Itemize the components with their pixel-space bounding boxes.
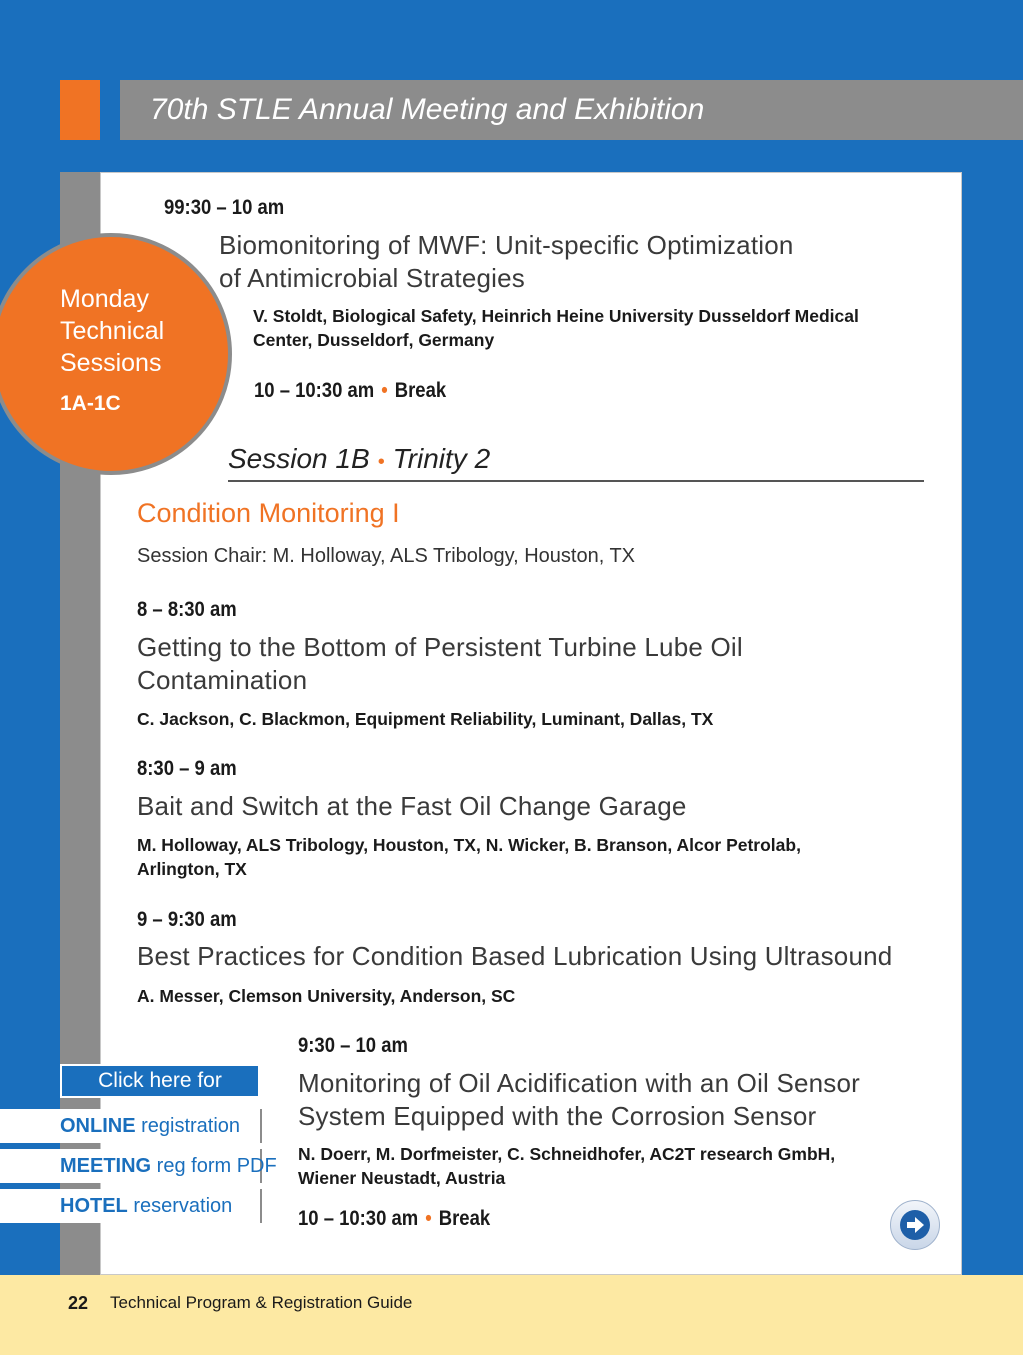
link-bold: MEETING [60,1155,152,1177]
session-divider [228,480,924,482]
talk-title: Biomonitoring of MWF: Unit-specific Optimization of Antimicrobial Strategies [219,230,794,293]
session-room: Trinity 2 [392,443,491,474]
link-text: reservation [127,1195,233,1217]
talk-authors: C. Jackson, C. Blackmon, Equipment Reliability, Luminant, Dallas, TX [137,709,714,729]
bullet-dot: • [377,451,385,473]
link-text: reg form PDF [151,1155,277,1177]
online-registration-link[interactable] [0,1109,262,1143]
arrow-right-icon [900,1210,930,1240]
link-bold: HOTEL [60,1195,128,1217]
day-badge-label: Monday Technical Sessions [60,285,165,377]
header-accent-tab [60,80,100,140]
session-title: Condition Monitoring I [137,498,400,528]
registration-heading: Click here for [60,1064,260,1098]
page-footer [0,1275,1023,1355]
link-text: registration [135,1115,241,1137]
talk-time: 9:30 – 10 am [298,1034,408,1057]
session-id: Session 1B [228,443,370,474]
bullet-dot: • [381,379,388,402]
session-chair: Session Chair: M. Holloway, ALS Tribology, Houston, TX [137,545,635,567]
session-heading [228,443,490,475]
guide-title: Technical Program & Registration Guide [110,1293,413,1312]
talk-title: Getting to the Bottom of Persistent Turbine Lube Oil Contamination [137,632,743,695]
talk-authors: A. Messer, Clemson University, Anderson, SC [137,986,516,1006]
header-title: 70th STLE Annual Meeting and Exhibition [150,93,705,126]
link-bold: ONLINE [60,1115,136,1137]
break-time: 10 – 10:30 am [298,1207,419,1230]
hotel-reservation-link[interactable] [0,1189,262,1223]
next-page-button[interactable] [890,1200,940,1250]
talk-authors: M. Holloway, ALS Tribology, Houston, TX, N. Wicker, B. Branson, Alcor Petrolab, Arlington, TX [137,835,801,879]
talk-time: 9 – 9:30 am [137,908,237,931]
page-number: 22 [68,1293,89,1313]
page-header [120,80,1023,140]
talk-time: 8:30 – 9 am [137,757,237,780]
talk-title: Bait and Switch at the Fast Oil Change Garage [137,791,687,821]
talk-title: Best Practices for Condition Based Lubrication Using Ultrasound [137,941,893,971]
talk-authors: N. Doerr, M. Dorfmeister, C. Schneidhofer, AC2T research GmbH, Wiener Neustadt, Austria [298,1144,836,1188]
bullet-dot: • [425,1207,432,1230]
break-label: Break [394,379,447,402]
day-badge-code: 1A-1C [60,392,121,415]
break-row [254,379,446,403]
meeting-reg-form-link[interactable] [0,1149,277,1183]
talk-authors: V. Stoldt, Biological Safety, Heinrich Heine University Dusseldorf Medical Center, Dusseldorf, Germany [253,306,859,350]
talk-time: 99:30 – 10 am [164,196,285,219]
break-label: Break [438,1207,491,1230]
talk-title: Monitoring of Oil Acidification with an Oil Sensor System Equipped with the Corrosion Sensor [298,1068,861,1131]
break-row [298,1207,490,1231]
break-time: 10 – 10:30 am [254,379,375,402]
talk-time: 8 – 8:30 am [137,598,237,621]
